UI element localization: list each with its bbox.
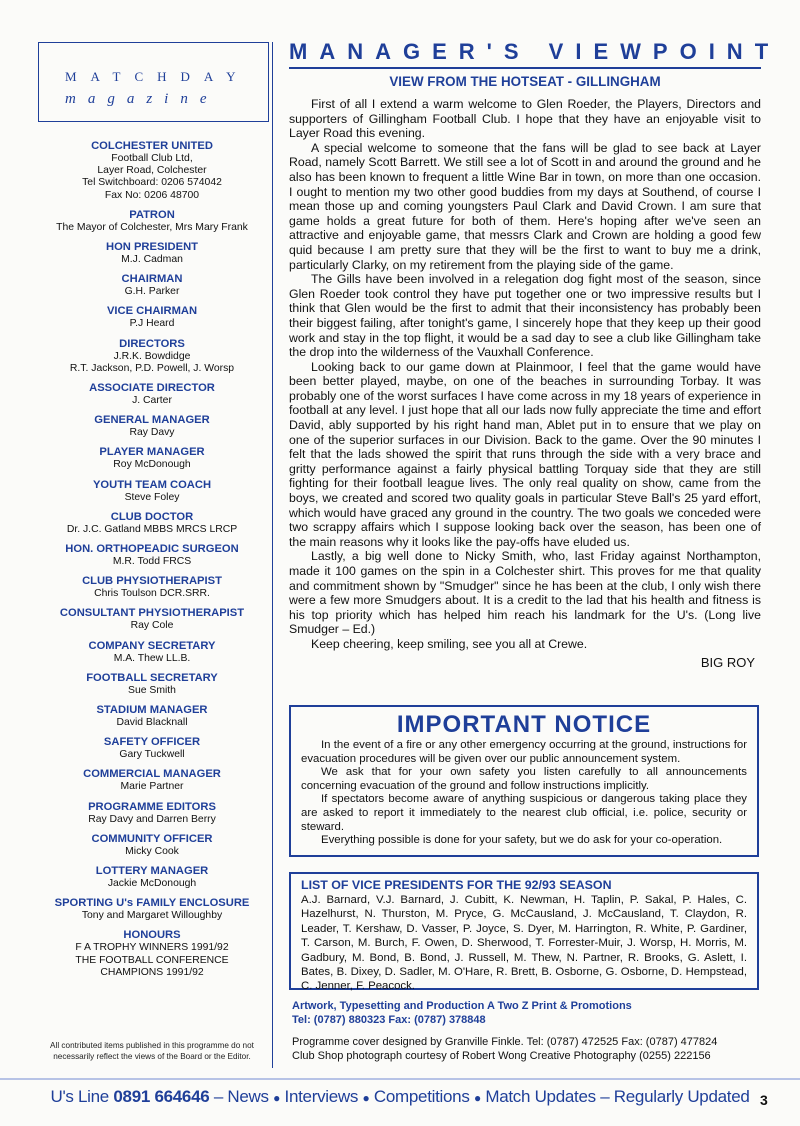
article-paragraph: First of all I extend a warm welcome to Glen Roeder, the Players, Directors and supporters of Gillingham Football Club. I hope that they have an enjoyable visit to Layer Road this evening.	[289, 97, 761, 141]
staff-role-heading: HONOURS	[123, 929, 181, 942]
staff-role-heading: CONSULTANT PHYSIOTHERAPIST	[59, 607, 245, 620]
staff-role-detail: Fax No: 0206 48700	[104, 189, 200, 201]
footer-item-competitions: Competitions	[373, 1087, 470, 1106]
staff-role-detail: Ray Cole	[130, 620, 174, 632]
staff-role-heading: COLCHESTER UNITED	[91, 140, 213, 152]
staff-role-detail: J.R.K. Bowdidge	[113, 350, 191, 362]
staff-role-heading: CLUB DOCTOR	[110, 510, 194, 523]
staff-directory	[28, 140, 276, 979]
staff-role-heading: ASSOCIATE DIRECTOR	[89, 382, 215, 395]
bullet-icon: ●	[362, 1091, 370, 1105]
staff-role-detail: CHAMPIONS 1991/92	[100, 966, 204, 978]
staff-role-detail: Chris Toulson DCR.SRR.	[94, 588, 210, 600]
page-number: 3	[760, 1092, 768, 1108]
staff-role-detail: Tel Switchboard: 0206 574042	[82, 177, 222, 189]
staff-role-detail: THE FOOTBALL CONFERENCE	[75, 954, 229, 966]
staff-role-detail: Jackie McDonough	[107, 878, 197, 890]
notice-title: IMPORTANT NOTICE	[396, 711, 652, 738]
footer-item-news: – News	[213, 1087, 269, 1106]
staff-role-detail: R.T. Jackson, P.D. Powell, J. Worsp	[69, 362, 235, 374]
cover-credits	[292, 1036, 762, 1063]
staff-role-heading: CHAIRMAN	[121, 273, 183, 286]
credits-line: Programme cover designed by Granville Finkle. Tel: (0787) 472525 Fax: (0787) 477824	[292, 1036, 718, 1048]
staff-role-heading: HON PRESIDENT	[106, 241, 198, 254]
article-paragraph: Lastly, a big well done to Nicky Smith, who, last Friday against Northampton, made it 100 games on the spin in a Colchester shirt. This proves for me that quality and commitment shown by "Smudger" since he has been at the club, I only wish there were a few more Smudgers about. It is a credit to the lad that his health and fitness is his top priority which has helped him reach his landmark for the U's. (Long live Smudger – Ed.)	[289, 549, 761, 637]
footer-hotline	[0, 1087, 800, 1107]
footer-item-interviews: Interviews	[284, 1087, 359, 1106]
staff-role-detail: M.J. Cadman	[121, 254, 183, 266]
vice-presidents-title: LIST OF VICE PRESIDENTS FOR THE 92/93 SEASON	[301, 878, 612, 892]
credits-line: Artwork, Typesetting and Production A Two Z Print & Promotions	[292, 1000, 632, 1012]
staff-role-heading: VICE CHAIRMAN	[106, 305, 198, 318]
masthead-subtitle: magazine	[65, 91, 219, 107]
article-paragraph: Looking back to our game down at Plainmoor, I feel that the game would have been better played, maybe, on one of the beaches in surrounding Torbay. It was probably one of the worst surfaces I have come across in my 18 years of experience in football at any level. I just hope that all our lads now fully appreciate the time and effort David, ably supported by his right hand man, Ablet put in to ensure that we play on one of the superior surfaces in our Division. Back to the game. Over the 90 minutes I felt that the lads showed the spirit that runs through the side with a very brace and gritty performance against a fairly physical battling Torquay side that they are still fighting for their football league lives. The only real quality on show, came from the boys, we created and scored two quality goals in particular Steve Ball's 25 yard effort, which would have graced any ground in the country. The two goals we conceded were two scrappy affairs which I suppose looking back over the season, has been one of the main reasons why it looks like the pay-offs have eluded us.	[289, 359, 761, 549]
staff-role-detail: P.J Heard	[129, 318, 175, 330]
credits-line: Club Shop photograph courtesy of Robert Wong Creative Photography (0255) 222156	[292, 1049, 711, 1062]
staff-role-heading: CLUB PHYSIOTHERAPIST	[82, 575, 222, 588]
footer-item-updates: Match Updates – Regularly Updated	[485, 1087, 750, 1106]
production-credits	[292, 1000, 762, 1027]
staff-role-heading: COMMUNITY OFFICER	[91, 832, 213, 845]
staff-role-detail: J. Carter	[132, 395, 172, 407]
main-column	[289, 38, 781, 670]
staff-role-heading: FOOTBALL SECRETARY	[86, 671, 218, 684]
notice-paragraph: In the event of a fire or any other emergency occurring at the ground, instructions for evacuation procedures will be given over our public announcement system.	[301, 739, 747, 765]
staff-role-detail: David Blacknall	[116, 717, 188, 729]
footer-rule	[0, 1078, 800, 1080]
staff-role-heading: SPORTING U's FAMILY ENCLOSURE	[54, 897, 250, 910]
staff-role-heading: HON. ORTHOPEADIC SURGEON	[65, 543, 239, 556]
masthead-box	[38, 42, 269, 122]
staff-role-heading: PROGRAMME EDITORS	[88, 800, 216, 813]
staff-role-detail: Layer Road, Colchester	[97, 165, 207, 177]
article-paragraph: Keep cheering, keep smiling, see you all at Crewe.	[311, 636, 588, 651]
staff-role-heading: SAFETY OFFICER	[103, 736, 201, 749]
staff-role-detail: M.R. Todd FRCS	[112, 556, 192, 568]
footer-phone-number: 0891 664646	[113, 1087, 210, 1106]
staff-role-heading: DIRECTORS	[119, 337, 185, 350]
notice-body	[301, 739, 747, 848]
bullet-icon: ●	[473, 1091, 481, 1105]
article-signoff: BIG ROY	[700, 654, 755, 670]
footer-prefix: U's Line	[50, 1087, 109, 1106]
staff-role-heading: PLAYER MANAGER	[99, 446, 205, 459]
masthead-title: MATCHDAY	[65, 69, 250, 84]
staff-role-heading: PATRON	[129, 208, 175, 221]
staff-role-heading: COMPANY SECRETARY	[88, 639, 216, 652]
staff-role-detail: Gary Tuckwell	[119, 749, 185, 761]
credits-line: Tel: (0787) 880323 Fax: (0787) 378848	[292, 1013, 486, 1026]
notice-paragraph: We ask that for your own safety you listen carefully to all announcements concerning evacuation of the ground and follow instructions implicitly.	[301, 766, 747, 792]
staff-role-detail: Steve Foley	[124, 491, 180, 503]
staff-role-heading: COMMERCIAL MANAGER	[83, 768, 221, 781]
staff-role-detail: Marie Partner	[120, 781, 184, 793]
staff-role-heading: GENERAL MANAGER	[94, 414, 210, 427]
article-body	[289, 97, 761, 652]
staff-role-detail: Ray Davy	[129, 427, 175, 439]
article-subtitle: VIEW FROM THE HOTSEAT - GILLINGHAM	[389, 74, 661, 89]
article-paragraph: A special welcome to someone that the fans will be glad to see back at Layer Road, namely Scott Barrett. We still see a lot of Scott in and around the ground and he also has been known to frequent a little Wine Bar in town, on more than one occasion. I ought to mention my two other good buddies from my days at Southend, of course I mean those up and coming youngsters Paul Clark and David Crown. I am sure that game holds a great future for both of them. Here's hoping after we've seen an attractive and enjoyable game, that messrs Clark and Crown are holding a good few quid because I am pretty sure that they will be the first to want to buy me a drink, particularly Clarky, on my retirement from the playing side of the game.	[289, 140, 761, 272]
important-notice-box	[289, 705, 759, 857]
sidebar	[38, 42, 273, 1068]
vice-presidents-box	[289, 872, 759, 993]
staff-role-heading: LOTTERY MANAGER	[95, 865, 209, 878]
vice-presidents-list: A.J. Barnard, V.J. Barnard, J. Cubitt, K. Newman, H. Taplin, P. Sakal, P. Hales, C. Hazelhurst, N. Thurston, M. Pryce, G. McCausland, J. McCausland, T. Claydon, R. Leader, T. Kershaw, D. Vasser, P. Joyce, S. Dyer, M. Harrington, R. White, P. Gardiner, T. Carson, M. Burch, F. Owen, D. Sherwood, T. Forrester-Muir, J. Worsp, H. Morris, M. Gadbury, M. Bond, B. Bond, J. Russell, M. Thew, N. Partner, R. Brooks, G. Aslett, I. Bates, B. Dixey, D. Sadler, M. O'Hare, R. Brett, B. Osborne, G. Osborne, D. Hempstead, C. Jenner, F. Peacock.	[301, 894, 747, 993]
staff-role-detail: Roy McDonough	[113, 459, 191, 471]
disclaimer: All contributed items published in this programme do not necessarily reflect the views of the Board or the Editor.	[50, 1041, 254, 1061]
staff-role-detail: M.A. Thew LL.B.	[113, 652, 191, 664]
staff-role-heading: YOUTH TEAM COACH	[92, 478, 212, 491]
bullet-icon: ●	[273, 1091, 281, 1105]
staff-role-detail: Dr. J.C. Gatland MBBS MRCS LRCP	[66, 523, 238, 535]
staff-role-detail: Tony and Margaret Willoughby	[81, 910, 223, 922]
staff-role-heading: STADIUM MANAGER	[96, 704, 208, 717]
staff-role-detail: Micky Cook	[125, 845, 179, 857]
staff-role-detail: G.H. Parker	[124, 286, 180, 298]
staff-role-detail: Ray Davy and Darren Berry	[88, 813, 216, 825]
notice-paragraph: If spectators become aware of anything suspicious or dangerous taking place they are asked to report it immediately to the nearest club official, i.e. police, security or steward.	[301, 793, 747, 833]
staff-role-detail: F A TROPHY WINNERS 1991/92	[75, 942, 229, 954]
staff-role-detail: Football Club Ltd,	[111, 153, 193, 164]
article-title: MANAGER'S VIEWPOINT	[289, 38, 761, 69]
article-paragraph: The Gills have been involved in a relegation dog fight most of the season, since Glen Roeder took control they have put together one or two impressive results but I think that Glen would be the first to admit that their inconsistency has probably been their biggest failing, after tonight's game, I sincerely hope that they keep up their good work and stay in the top flight, it would be a sad day to see a club like Gillingham take the drop into the wilderness of the Vauxhall Conference.	[289, 272, 761, 360]
notice-paragraph: Everything possible is done for your safety, but we do ask for your co-operation.	[321, 834, 723, 847]
staff-role-detail: Sue Smith	[128, 684, 176, 696]
staff-role-detail: The Mayor of Colchester, Mrs Mary Frank	[56, 221, 248, 233]
